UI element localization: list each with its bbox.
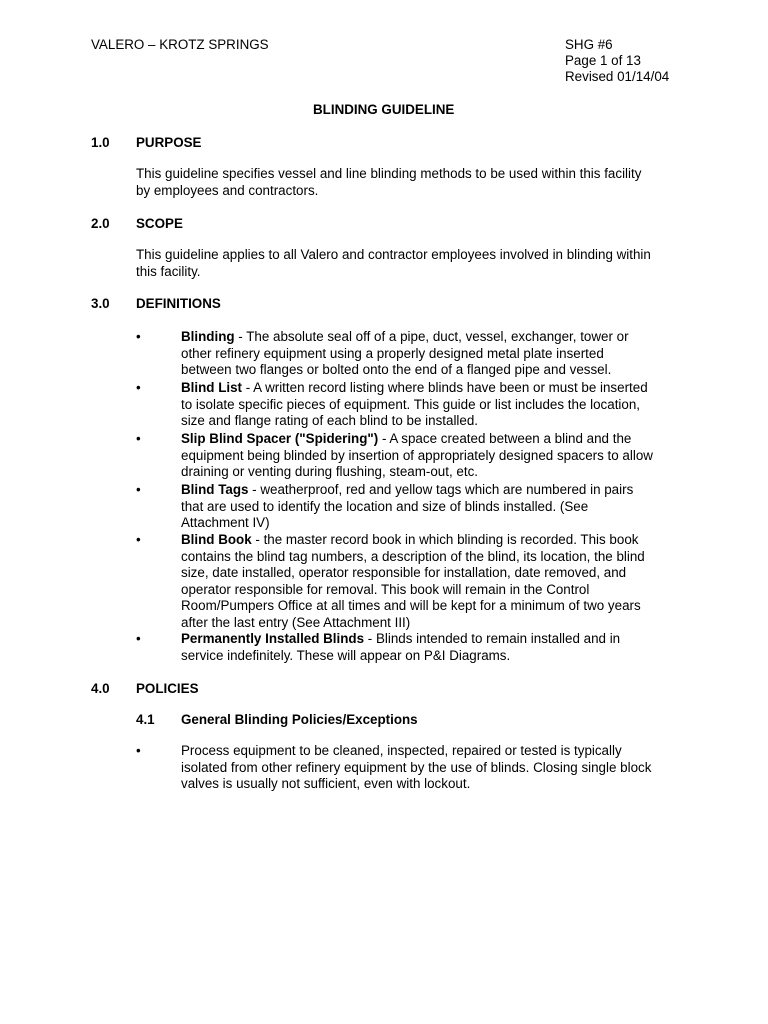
policy-text: valves is usually not sufficient, even with lockout. bbox=[181, 776, 471, 791]
definition-item-blind-tags bbox=[181, 482, 681, 532]
definition-text: size and flange rating of each blind to be installed. bbox=[181, 413, 479, 428]
definition-term: Blind Tags bbox=[181, 482, 249, 497]
definition-text: - Blinds intended to remain installed and in bbox=[364, 631, 621, 646]
definition-term: Blinding bbox=[181, 329, 235, 344]
definition-text: that are used to identify the location and size of blinds installed. (See bbox=[181, 498, 589, 514]
definition-item-slip-blind-spacer bbox=[181, 431, 681, 481]
bullet-icon: • bbox=[136, 631, 141, 646]
definition-term: Slip Blind Spacer ("Spidering") bbox=[181, 431, 379, 446]
scope-line: This guideline applies to all Valero and contractor employees involved in blinding within bbox=[136, 247, 651, 262]
definition-text: - weatherproof, red and yellow tags which are numbered in pairs bbox=[248, 482, 634, 497]
bullet-icon: • bbox=[136, 743, 141, 758]
definition-text: draining or venting during flushing, steam-out, etc. bbox=[181, 464, 478, 479]
definition-text: - the master record book in which blinding is recorded. This book bbox=[251, 532, 639, 547]
scope-line: this facility. bbox=[136, 263, 201, 279]
definition-text: operator responsible for removal. This book will remain in the Control bbox=[181, 581, 590, 597]
policy-text: isolated from other refinery equipment by the use of blinds. Closing single block bbox=[181, 759, 652, 775]
definition-text: - A written record listing where blinds have been or must be inserted bbox=[242, 380, 648, 395]
definition-text: Room/Pumpers Office at all times and will be kept for a minimum of two years bbox=[181, 598, 641, 613]
section-heading-definitions: DEFINITIONS bbox=[136, 296, 221, 311]
bullet-icon: • bbox=[136, 329, 141, 344]
section-number-scope: 2.0 bbox=[91, 216, 110, 231]
definition-text: Attachment IV) bbox=[181, 515, 270, 530]
definition-text: equipment being blinded by insertion of appropriately designed spacers to allow bbox=[181, 447, 653, 463]
purpose-line: by employees and contractors. bbox=[136, 182, 319, 198]
subsection-heading-general-blinding: General Blinding Policies/Exceptions bbox=[181, 712, 418, 727]
section-number-policies: 4.0 bbox=[91, 681, 110, 696]
definition-text: size, date installed, operator responsible for installation, date removed, and bbox=[181, 565, 627, 580]
definition-item-permanent-blinds bbox=[181, 631, 681, 664]
definition-term: Permanently Installed Blinds bbox=[181, 631, 365, 646]
policy-item bbox=[181, 743, 681, 793]
definition-term: Blind Book bbox=[181, 532, 252, 547]
policy-text: Process equipment to be cleaned, inspected, repaired or tested is typically bbox=[181, 743, 622, 758]
definition-term: Blind List bbox=[181, 380, 242, 395]
definition-text: service indefinitely. These will appear on P&I Diagrams. bbox=[181, 647, 511, 663]
bullet-icon: • bbox=[136, 532, 141, 547]
definition-text: between two flanges or bolted onto the end of a flanged pipe and vessel. bbox=[181, 362, 612, 377]
definition-text: - The absolute seal off of a pipe, duct, vessel, exchanger, tower or bbox=[234, 329, 629, 344]
definition-item-blind-list bbox=[181, 380, 681, 430]
definition-text: other refinery equipment using a properly designed metal plate inserted bbox=[181, 345, 604, 361]
section-number-purpose: 1.0 bbox=[91, 135, 110, 150]
bullet-icon: • bbox=[136, 380, 141, 395]
definition-text: after the last entry (See Attachment III) bbox=[181, 614, 411, 630]
document-title: BLINDING GUIDELINE bbox=[313, 102, 455, 117]
header-doc-id: SHG #6 bbox=[565, 37, 613, 52]
section-heading-policies: POLICIES bbox=[136, 681, 199, 696]
bullet-icon: • bbox=[136, 431, 141, 446]
definition-text: - A space created between a blind and the bbox=[378, 431, 632, 446]
scope-paragraph bbox=[136, 247, 651, 280]
section-number-definitions: 3.0 bbox=[91, 296, 110, 311]
header-company: VALERO – KROTZ SPRINGS bbox=[91, 37, 269, 52]
bullet-icon: • bbox=[136, 482, 141, 497]
definition-item-blinding bbox=[181, 329, 681, 379]
section-heading-scope: SCOPE bbox=[136, 216, 183, 231]
purpose-paragraph bbox=[136, 166, 641, 199]
subsection-number-general-blinding: 4.1 bbox=[136, 712, 155, 727]
definition-text: contains the blind tag numbers, a description of the blind, its location, the blind bbox=[181, 548, 645, 564]
purpose-line: This guideline specifies vessel and line blinding methods to be used within this facility bbox=[136, 166, 642, 181]
section-heading-purpose: PURPOSE bbox=[136, 135, 202, 150]
header-revised-date: Revised 01/14/04 bbox=[565, 69, 670, 84]
definition-text: to isolate specific pieces of equipment. This guide or list includes the location, bbox=[181, 396, 641, 412]
definition-item-blind-book bbox=[181, 532, 681, 631]
header-page-number: Page 1 of 13 bbox=[565, 53, 641, 68]
